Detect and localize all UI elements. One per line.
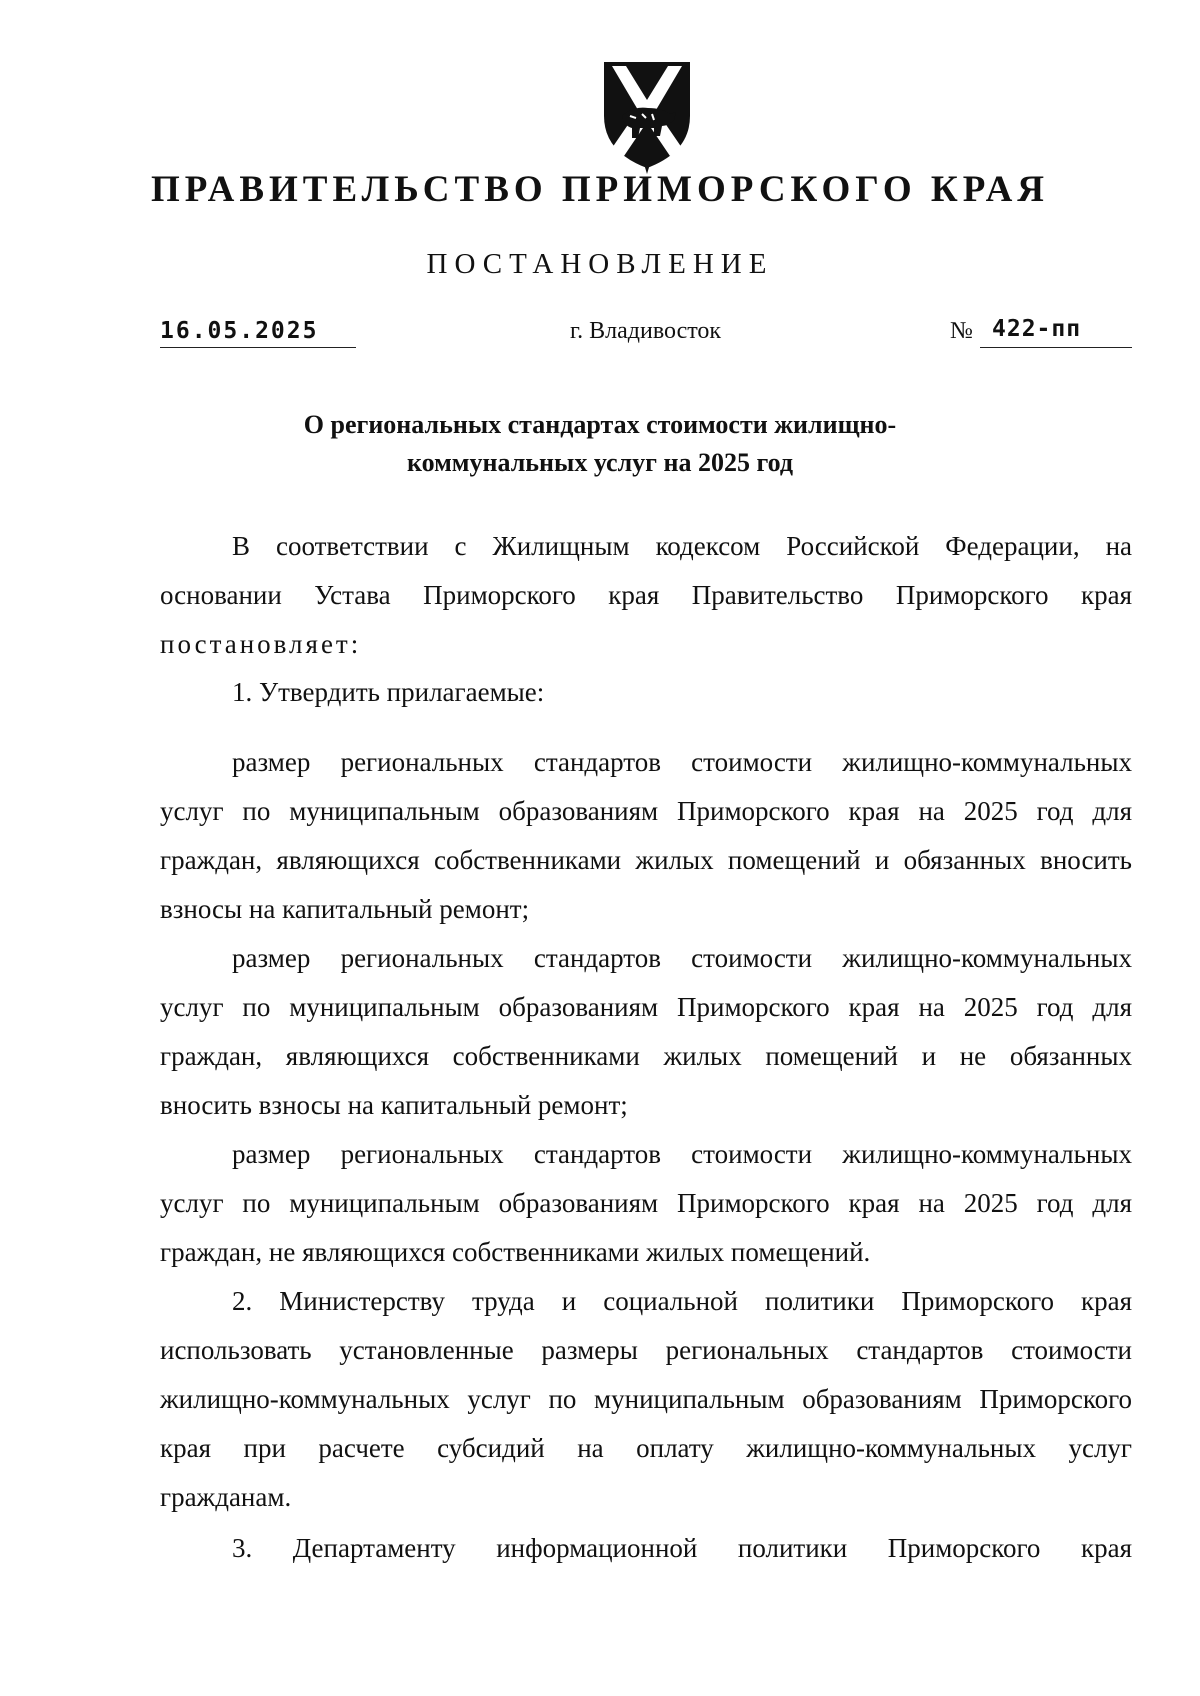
decree-subject <box>0 406 1200 482</box>
text-line: жилищно-коммунальных услуг по муниципальным образованиям Приморского <box>160 1384 1132 1414</box>
text-line: В соответствии с Жилищным кодексом Российской Федерации, на <box>232 531 1132 561</box>
text-line: размер региональных стандартов стоимости жилищно-коммунальных <box>232 1139 1132 1169</box>
text-line: услуг по муниципальным образованиям Приморского края на 2025 год для <box>160 1188 1132 1218</box>
primorsky-coat-of-arms-icon <box>596 56 698 174</box>
text-line: размер региональных стандартов стоимости жилищно-коммунальных <box>232 943 1132 973</box>
sub-item-2 <box>160 934 1132 1130</box>
number-underline <box>980 347 1132 348</box>
text-line: края при расчете субсидий на оплату жилищно-коммунальных услуг <box>160 1433 1132 1463</box>
text-line: постановляет: <box>160 629 362 659</box>
item-1 <box>160 668 1132 717</box>
item-3 <box>160 1524 1132 1573</box>
subject-line-2: коммунальных услуг на 2025 год <box>406 448 794 477</box>
text-line: гражданам. <box>160 1482 292 1512</box>
subject-line-1: О региональных стандартах стоимости жилищно- <box>303 410 897 439</box>
text-line: 1. Утвердить прилагаемые: <box>232 677 545 707</box>
decree-number: 422-пп <box>992 316 1082 342</box>
text-line: 2. Министерству труда и социальной политики Приморского края <box>232 1286 1132 1316</box>
text-line: граждан, являющихся собственниками жилых помещений и не обязанных <box>160 1041 1132 1071</box>
intro-paragraph <box>160 522 1132 669</box>
sub-item-3 <box>160 1130 1132 1277</box>
text-line: услуг по муниципальным образованиям Приморского края на 2025 год для <box>160 796 1132 826</box>
text-line: граждан, являющихся собственниками жилых помещений и обязанных вносить <box>160 845 1132 875</box>
item-2 <box>160 1277 1132 1522</box>
text-line: 3. Департаменту информационной политики Приморского края <box>232 1533 1132 1563</box>
decree-city: г. Владивосток <box>570 318 722 344</box>
text-line: вносить взносы на капитальный ремонт; <box>160 1090 628 1120</box>
sub-item-1 <box>160 738 1132 934</box>
text-line: взносы на капитальный ремонт; <box>160 894 530 924</box>
government-title: ПРАВИТЕЛЬСТВО ПРИМОРСКОГО КРАЯ <box>150 169 1050 210</box>
date-underline <box>160 347 356 348</box>
document-type: ПОСТАНОВЛЕНИЕ <box>426 248 774 280</box>
text-line: использовать установленные размеры региональных стандартов стоимости <box>160 1335 1132 1365</box>
text-line: размер региональных стандартов стоимости жилищно-коммунальных <box>232 747 1132 777</box>
text-line: граждан, не являющихся собственниками жилых помещений. <box>160 1237 871 1267</box>
text-line: услуг по муниципальным образованиям Приморского края на 2025 год для <box>160 992 1132 1022</box>
decree-date: 16.05.2025 <box>160 318 319 344</box>
text-line: основании Устава Приморского края Правительство Приморского края <box>160 580 1132 610</box>
number-sign: № <box>950 318 973 344</box>
